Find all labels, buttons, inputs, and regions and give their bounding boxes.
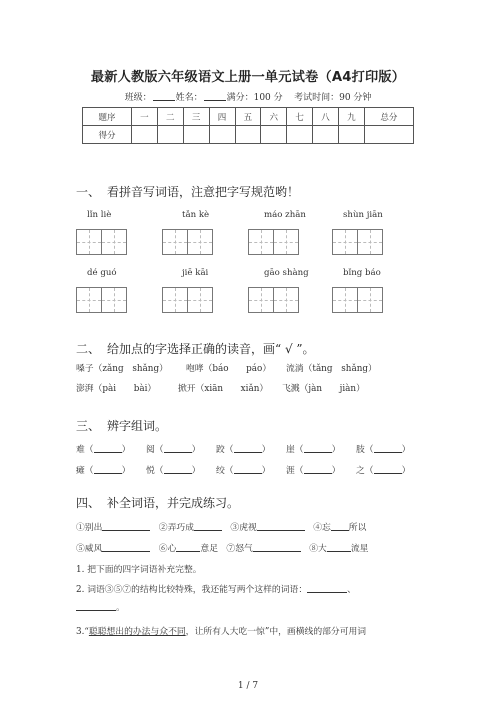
score-cell[interactable] — [261, 126, 287, 144]
section-text: 看拼音写词语，注意把字写规范哟！ — [107, 185, 300, 199]
word-group-item[interactable] — [146, 442, 200, 455]
word-group-item[interactable] — [76, 463, 130, 476]
answer-blank[interactable] — [164, 443, 192, 453]
score-table-header — [83, 108, 414, 126]
word: 嗓子 — [76, 364, 94, 374]
answer-blank[interactable] — [94, 443, 122, 453]
idiom-part: ③虎视 — [230, 523, 257, 533]
paren: ） — [401, 445, 411, 455]
idiom-part: ②弄巧成 — [158, 523, 194, 533]
word-group-item[interactable] — [356, 463, 410, 476]
reading-option[interactable] — [286, 361, 377, 374]
paren: ） — [331, 466, 341, 476]
idiom-part: ④忘 — [313, 523, 331, 533]
score-header-cell: 五 — [235, 108, 261, 126]
underlined-phrase: 聪聪想出的办法与众不同 — [88, 627, 186, 637]
answer-blank[interactable] — [304, 464, 332, 474]
pinyin-2: tǎn kè — [182, 210, 210, 220]
pinyin-options: （báo páo） — [203, 364, 272, 374]
paren: ） — [121, 466, 131, 476]
question-text: ，让所有人大吃一惊”中，画横线的部分可用词 — [185, 627, 367, 637]
pinyin-5: dé guó — [87, 268, 117, 278]
paren: ） — [261, 445, 271, 455]
score-header-cell: 题序 — [83, 108, 132, 126]
answer-blank[interactable] — [307, 583, 347, 593]
writing-grid[interactable] — [76, 287, 126, 313]
writing-grid[interactable] — [162, 287, 212, 313]
name-label: 姓名： — [175, 93, 203, 103]
pinyin-7: gāo shàng — [264, 268, 309, 278]
exam-time: 考试时间：90 分钟 — [294, 93, 372, 103]
class-blank[interactable] — [153, 91, 175, 101]
word-group-item[interactable] — [76, 442, 130, 455]
full-score: 满分：100 分 — [226, 93, 283, 103]
pinyin-3: máo zhān — [264, 210, 306, 220]
score-cell[interactable] — [157, 126, 183, 144]
question-3 — [76, 624, 366, 637]
char: 悦（ — [146, 466, 164, 476]
score-cell[interactable] — [364, 126, 413, 144]
char: 崖（ — [286, 445, 304, 455]
char: 肢（ — [356, 445, 374, 455]
paren: ） — [191, 466, 201, 476]
char: 瘫（ — [76, 466, 94, 476]
answer-blank[interactable] — [304, 443, 332, 453]
question-1: 1. 把下面的四字词语补充完整。 — [76, 565, 202, 575]
writing-grid[interactable] — [248, 287, 298, 313]
answer-blank[interactable] — [374, 464, 402, 474]
score-header-cell: 六 — [261, 108, 287, 126]
answer-blank[interactable] — [374, 443, 402, 453]
idiom-part: ⑧大 — [309, 544, 327, 554]
section-text: 补全词语，并完成练习。 — [107, 496, 240, 510]
score-header-cell: 九 — [339, 108, 365, 126]
score-header-cell: 四 — [209, 108, 235, 126]
score-cell[interactable] — [235, 126, 261, 144]
word: 澎湃 — [76, 384, 94, 394]
section-text: 辨字组词。 — [107, 419, 168, 433]
answer-blank[interactable] — [234, 464, 262, 474]
word-group-item[interactable] — [216, 463, 270, 476]
word: 流淌 — [286, 364, 304, 374]
pinyin-4: shùn jiān — [343, 210, 383, 220]
score-cell[interactable] — [313, 126, 339, 144]
score-header-cell: 总分 — [364, 108, 413, 126]
score-table — [82, 107, 414, 144]
char: 难（ — [76, 445, 94, 455]
idiom-part: 流星 — [350, 544, 369, 554]
char: 涯（ — [286, 466, 304, 476]
idiom-part: ⑤威风 — [76, 544, 103, 554]
score-header-cell: 二 — [157, 108, 183, 126]
section-text: 给加点的字选择正确的读音，画“ √ ”。 — [107, 342, 315, 356]
word-group-item[interactable] — [286, 463, 340, 476]
answer-blank[interactable] — [76, 601, 116, 611]
writing-grid[interactable] — [248, 229, 298, 255]
char: 阅（ — [146, 445, 164, 455]
separator: 、 — [347, 585, 356, 595]
word: 咆哮 — [186, 364, 204, 374]
section-number: 二、 — [76, 342, 101, 356]
answer-blank[interactable] — [253, 542, 301, 552]
score-cell[interactable] — [132, 126, 158, 144]
score-cell[interactable] — [287, 126, 313, 144]
page-title: 最新人教版六年级语文上册一单元试卷（A4打印版） — [90, 70, 406, 85]
score-header-cell: 七 — [287, 108, 313, 126]
paren: ） — [401, 466, 411, 476]
reading-option[interactable] — [76, 361, 168, 374]
score-cell[interactable] — [209, 126, 235, 144]
class-label: 班级： — [124, 93, 152, 103]
word: 飞溅 — [282, 384, 300, 394]
char: 绞（ — [216, 466, 234, 476]
question-2 — [76, 582, 356, 595]
pinyin-8: bǐng báo — [343, 268, 381, 278]
paren: ） — [331, 445, 341, 455]
pinyin-options: （jàn jiàn） — [299, 384, 365, 394]
score-header-cell: 八 — [313, 108, 339, 126]
pinyin-options: （pài bài） — [93, 384, 157, 394]
word: 掀开 — [178, 384, 196, 394]
word-group-item[interactable] — [146, 463, 200, 476]
writing-grid[interactable] — [162, 229, 212, 255]
reading-option[interactable] — [178, 381, 268, 394]
reading-option[interactable] — [282, 381, 365, 394]
answer-blank[interactable] — [234, 443, 262, 453]
answer-blank[interactable] — [94, 464, 122, 474]
answer-blank[interactable] — [327, 542, 351, 552]
idiom-part: ①别出 — [76, 523, 103, 533]
question-2-cont — [76, 600, 125, 613]
score-cell[interactable] — [183, 126, 209, 144]
idiom-row-2 — [76, 541, 368, 554]
score-table-row — [83, 126, 414, 144]
score-cell[interactable] — [339, 126, 365, 144]
idiom-part: 所以 — [348, 523, 367, 533]
writing-grid[interactable] — [332, 229, 382, 255]
section-1-heading — [76, 183, 299, 200]
section-3-heading — [76, 417, 167, 434]
idiom-part: ⑥心 — [158, 544, 177, 554]
question-text: 3.“ — [76, 627, 89, 637]
pinyin-6: jiē kāi — [182, 268, 209, 278]
section-number: 三、 — [76, 419, 101, 433]
word-group-item[interactable] — [216, 442, 270, 455]
section-4-heading — [76, 494, 239, 511]
word-group-item[interactable] — [286, 442, 340, 455]
reading-option[interactable] — [186, 361, 271, 374]
answer-blank[interactable] — [176, 542, 200, 552]
section-number: 一、 — [76, 185, 101, 199]
pinyin-options: （tǎng shǎng） — [303, 364, 377, 374]
answer-blank[interactable] — [194, 521, 222, 531]
exam-info — [0, 90, 496, 103]
question-text: 2. 词语③⑤⑦的结构比较特殊，我还能写两个这样的词语： — [76, 585, 308, 595]
section-number: 四、 — [76, 496, 101, 510]
answer-blank[interactable] — [257, 521, 305, 531]
char: 跤（ — [216, 445, 234, 455]
score-header-cell: 三 — [183, 108, 209, 126]
paren: ） — [121, 445, 131, 455]
page-number: 1 / 7 — [237, 681, 259, 691]
word-group-item[interactable] — [356, 442, 410, 455]
paren: ） — [191, 445, 201, 455]
answer-blank[interactable] — [102, 521, 150, 531]
answer-blank[interactable] — [164, 464, 192, 474]
section-2-heading — [76, 340, 315, 357]
idiom-part: ⑦怒气 — [226, 544, 253, 554]
pinyin-1: lǐn liè — [87, 210, 112, 220]
period: 。 — [116, 603, 125, 613]
pinyin-options: （xiān xiǎn） — [195, 384, 269, 394]
reading-option[interactable] — [76, 381, 156, 394]
answer-blank[interactable] — [102, 542, 150, 552]
writing-grid[interactable] — [76, 229, 126, 255]
paren: ） — [261, 466, 271, 476]
name-blank[interactable] — [204, 91, 226, 101]
score-header-cell: 一 — [132, 108, 158, 126]
score-row-label: 得分 — [83, 126, 132, 144]
char: 之（ — [356, 466, 374, 476]
pinyin-options: （zǎng shǎng） — [93, 364, 168, 374]
idiom-row-1 — [76, 520, 366, 533]
idiom-part: 意足 — [200, 544, 219, 554]
writing-grid[interactable] — [332, 287, 382, 313]
answer-blank[interactable] — [331, 521, 349, 531]
